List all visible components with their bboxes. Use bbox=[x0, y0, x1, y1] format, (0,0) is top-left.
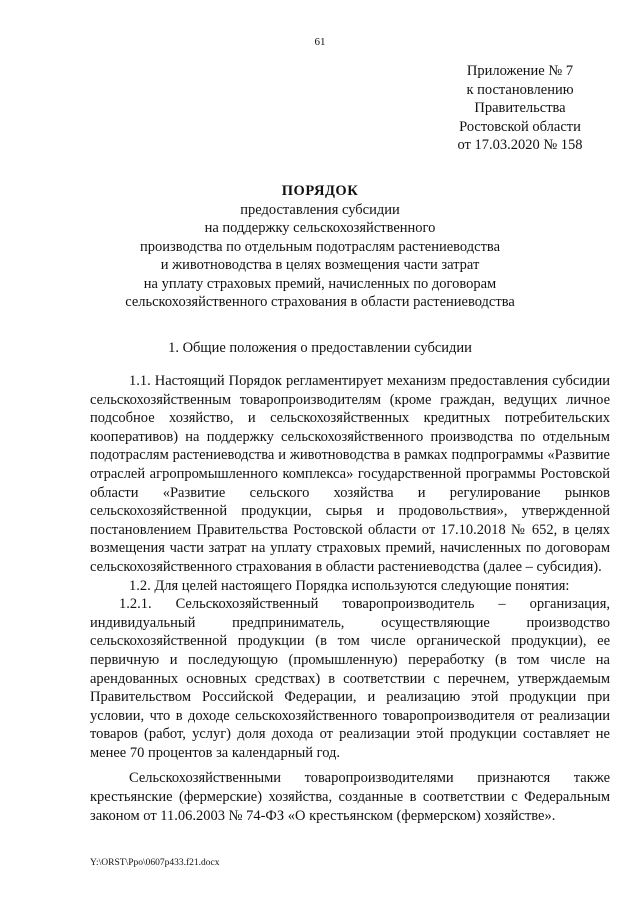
paragraph-1-1: 1.1. Настоящий Порядок регламентирует механизм предоставления субсидии сельскохозяйственным товаропроизводителям (кроме граждан, ведущих личное подсобное хозяйство, и сельскохозяйственных кредитных потребительских кооперативов) на поддержку сельскохозяйственного производства по отдельным подотраслям растениеводства и животноводства в рамках подпрограммы «Развитие отраслей агропромышленного комплекса» государственной программы Ростовской области «Развитие сельского хозяйства и регулирование рынков сельскохозяйственной продукции, сырья и продовольствия», утвержденной постановлением Правительства Ростовской области от 17.10.2018 № 652, в целях возмещения части затрат на уплату страховых премий, начисленных по договорам сельскохозяйственного страхования в области растениеводства (далее – субсидия). bbox=[90, 373, 610, 575]
annex-line: Приложение № 7 bbox=[466, 63, 574, 79]
section-heading: 1. Общие положения о предоставлении субсидии bbox=[168, 340, 472, 356]
document-title bbox=[60, 182, 580, 312]
paragraph-1-2-1: 1.2.1. Сельскохозяйственный товаропроизводитель – организация, индивидуальный предприниматель, осуществляющие производство сельскохозяйственной продукции (в том числе органической продукции), ее первичную и последующую (промышленную) переработку (в том числе на арендованных основных средствах) в соответствии с перечнем, утверждаемым Правительством Российской Федерации, и реализацию этой продукции при условии, что в доходе сельскохозяйственного товаропроизводителя от реализации товаров (работ, услуг) доля дохода от реализации этой продукции составляет не менее 70 процентов за календарный год. bbox=[90, 596, 610, 761]
body-text bbox=[90, 372, 610, 825]
paragraph-1-2: 1.2. Для целей настоящего Порядка используются следующие понятия: bbox=[129, 577, 570, 594]
title-line: и животноводства в целях возмещения части затрат bbox=[160, 257, 480, 273]
annex-line: Правительства bbox=[474, 100, 566, 116]
title-line: предоставления субсидии bbox=[240, 201, 400, 218]
title-line: сельскохозяйственного страхования в области растениеводства bbox=[125, 294, 515, 310]
paragraph-farmers: Сельскохозяйственными товаропроизводителями признаются также крестьянские (фермерские) хозяйства, созданные в соответствии с Федеральным законом от 11.06.2003 № 74-ФЗ «О крестьянском (фермерском) хозяйстве». bbox=[90, 770, 610, 824]
annex-line: Ростовской области bbox=[459, 118, 581, 135]
footer-file-path: Y:\ORST\Ppo\0607p433.f21.docx bbox=[90, 858, 220, 868]
title-line: на поддержку сельскохозяйственного bbox=[204, 220, 436, 236]
annex-line: от 17.03.2020 № 158 bbox=[457, 137, 583, 153]
annex-block bbox=[440, 62, 600, 155]
title-main: ПОРЯДОК bbox=[281, 183, 359, 199]
page-number: 61 bbox=[314, 36, 326, 48]
title-line: на уплату страховых премий, начисленных по договорам bbox=[143, 275, 497, 292]
annex-line: к постановлению bbox=[466, 81, 574, 98]
title-line: производства по отдельным подотраслям растениеводства bbox=[139, 238, 501, 255]
